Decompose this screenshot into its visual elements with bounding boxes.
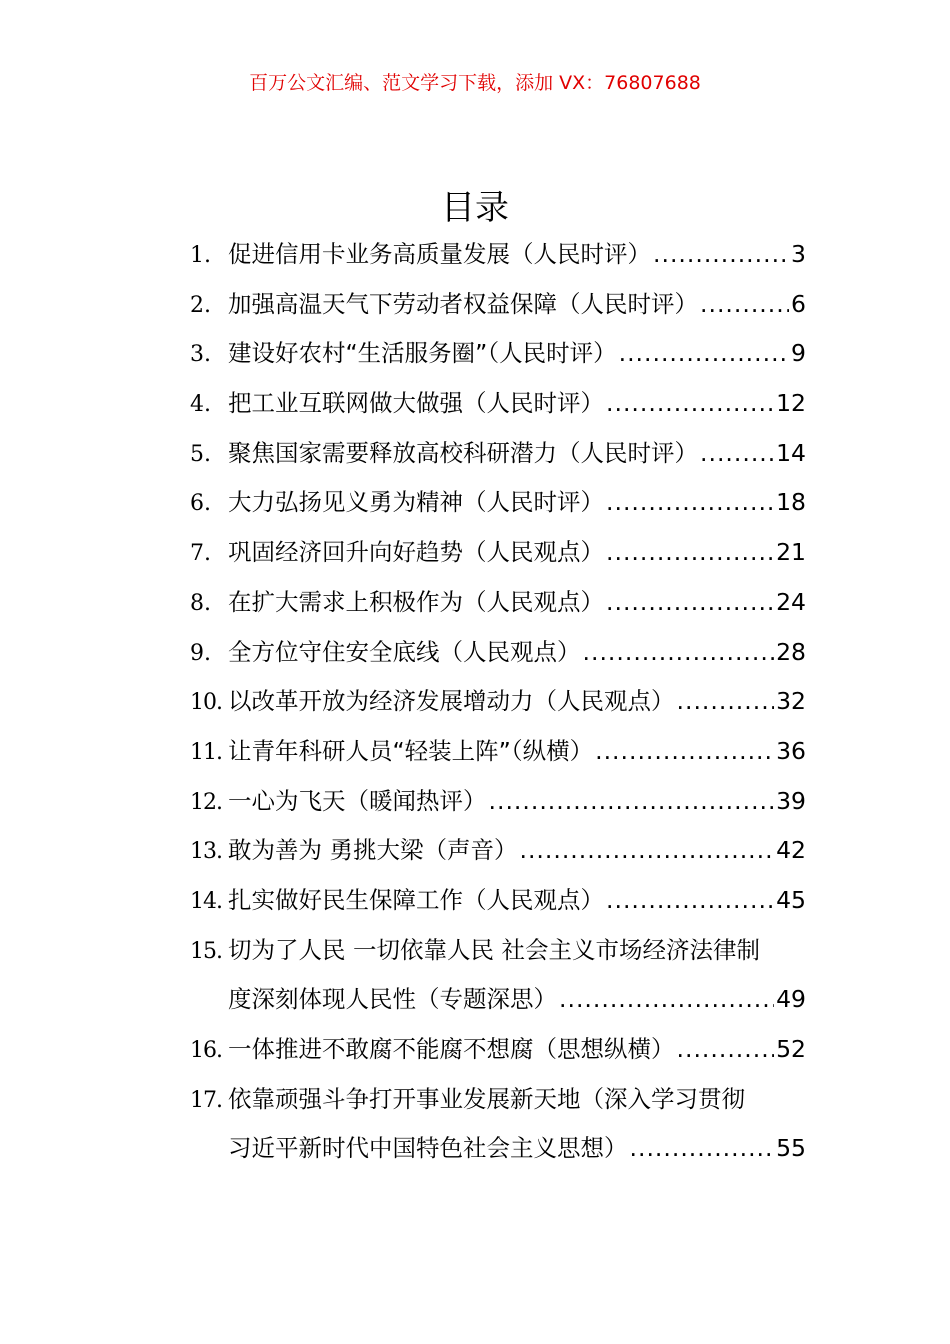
toc-entry-number: 15.: [190, 938, 222, 964]
toc-entry-number: 10.: [190, 690, 222, 716]
toc-entry[interactable]: [190, 677, 806, 727]
toc-entry[interactable]: [190, 329, 806, 379]
toc-line: [190, 1025, 806, 1075]
toc-entry-number: 11.: [190, 739, 222, 765]
toc-page-number: 49: [776, 985, 806, 1014]
toc-entry-number: 14.: [190, 888, 222, 914]
toc-line: [190, 429, 806, 479]
toc-page-number: 9: [791, 339, 806, 368]
toc-page-number: 12: [776, 389, 806, 418]
toc-entry[interactable]: [190, 528, 806, 578]
toc-entry-number: 9.: [190, 640, 211, 666]
toc-entry-number: 16.: [190, 1038, 222, 1063]
toc-page-number: 42: [776, 836, 806, 865]
toc-entry-title: 把工业互联网做大做强（人民时评）: [228, 389, 604, 418]
toc-leader-dots: [487, 777, 775, 827]
toc-entry[interactable]: [190, 230, 806, 280]
toc-leader-dots: [698, 280, 789, 330]
toc-leader-dots: [617, 329, 789, 379]
toc-entry-title: 敢为善为 勇挑大梁（声音）: [228, 836, 518, 865]
toc-entry-number: 4.: [190, 392, 211, 418]
toc-leader-dots: [675, 677, 775, 727]
toc-page-number: 45: [776, 885, 806, 914]
toc-line: [190, 230, 806, 280]
toc-title: 目录: [441, 188, 509, 228]
toc-page-number: 39: [776, 786, 806, 815]
toc-leader-dots: [651, 230, 789, 280]
toc-line: [190, 975, 806, 1025]
toc-entry-title: 巩固经济回升向好趋势（人民观点）: [228, 538, 604, 567]
toc-leader-dots: [517, 826, 774, 876]
toc-entry-title: 大力弘扬见义勇为精神（人民时评）: [228, 488, 604, 517]
toc-entry[interactable]: [190, 727, 806, 777]
header-note: 百万公文汇编、范文学习下载，添加 VX：76807688: [249, 72, 701, 94]
toc-line: [190, 528, 806, 578]
toc-entry[interactable]: [190, 876, 806, 926]
toc-line: [190, 727, 806, 777]
toc-entry-title: 全方位守住安全底线（人民观点）: [228, 637, 581, 666]
toc-page-number: 36: [776, 736, 806, 765]
toc-page-number: 6: [791, 289, 806, 318]
toc-entry-number: 3.: [190, 342, 211, 368]
toc-entry-number: 8.: [190, 590, 211, 616]
toc-line: [190, 777, 806, 827]
toc-entry[interactable]: [190, 1075, 806, 1174]
toc-entry-title: 让青年科研人员“轻装上阵”（纵横）: [228, 736, 594, 765]
toc-entry-title: 以改革开放为经济发展增动力（人民观点）: [228, 687, 675, 716]
toc-line: [190, 578, 806, 628]
toc-entry-title: 聚焦国家需要释放高校科研潜力（人民时评）: [228, 438, 698, 467]
toc-entry-number: 13.: [190, 839, 222, 865]
toc-line: [190, 280, 806, 330]
toc-entry-title: 依靠顽强斗争打开事业发展新天地（深入学习贯彻: [228, 1084, 745, 1113]
toc-leader-dots: [604, 379, 774, 429]
toc-entry-title: 一体推进不敢腐不能腐不想腐（思想纵横）: [228, 1035, 675, 1063]
toc-line: [190, 379, 806, 429]
toc-line: [190, 926, 806, 976]
toc-page-number: 18: [776, 488, 806, 517]
toc-page-number: 24: [776, 587, 806, 616]
toc-page-number: 14: [776, 438, 806, 467]
toc-entry-title: 切为了人民 一切依靠人民 社会主义市场经济法律制: [228, 935, 760, 964]
toc-leader-dots: [675, 1025, 775, 1075]
toc-entry[interactable]: [190, 926, 806, 1025]
toc-entry-number: 7.: [190, 541, 211, 567]
toc-line: [190, 1075, 806, 1125]
toc-entry[interactable]: [190, 628, 806, 678]
toc-page-number: 21: [776, 538, 806, 567]
toc-entry[interactable]: [190, 777, 806, 827]
toc-line: [190, 1124, 806, 1174]
toc-leader-dots: [593, 727, 774, 777]
toc-page-number: 52: [776, 1035, 806, 1063]
toc-entry[interactable]: [190, 429, 806, 479]
toc-entry-number: 12.: [190, 789, 222, 815]
toc-leader-dots: [557, 975, 774, 1025]
toc-entry[interactable]: [190, 578, 806, 628]
toc-entry-number: 5.: [190, 441, 211, 467]
toc-leader-dots: [604, 876, 774, 926]
toc-entry-title: 度深刻体现人民性（专题深思）: [228, 985, 557, 1014]
toc-page-number: 3: [791, 240, 806, 268]
toc-entry-title: 习近平新时代中国特色社会主义思想）: [228, 1134, 628, 1163]
toc-page-number: 32: [776, 687, 806, 716]
toc-entry[interactable]: [190, 379, 806, 429]
toc-leader-dots: [604, 578, 774, 628]
toc-leader-dots: [698, 429, 774, 479]
toc-entry-number: 1.: [190, 243, 211, 268]
toc-entry-number: 6.: [190, 491, 211, 517]
toc-entry-title: 促进信用卡业务高质量发展（人民时评）: [228, 240, 651, 268]
toc-line: [190, 329, 806, 379]
toc-leader-dots: [604, 478, 774, 528]
toc-line: [190, 876, 806, 926]
toc-entry-title: 扎实做好民生保障工作（人民观点）: [228, 885, 604, 914]
toc-leader-dots: [581, 628, 775, 678]
toc-entry[interactable]: [190, 280, 806, 330]
toc-entry-title: 一心为飞天（暖闻热评）: [228, 786, 487, 815]
toc-entry[interactable]: [190, 826, 806, 876]
toc-line: [190, 478, 806, 528]
toc-entry[interactable]: [190, 478, 806, 528]
toc-page-number: 28: [776, 637, 806, 666]
toc-line: [190, 628, 806, 678]
toc-entry-title: 建设好农村“生活服务圈”（人民时评）: [228, 339, 617, 368]
toc-entry[interactable]: [190, 1025, 806, 1075]
toc-entry-number: 2.: [190, 292, 211, 318]
toc-entry-title: 加强高温天气下劳动者权益保障（人民时评）: [228, 289, 698, 318]
table-of-contents: [190, 230, 806, 1174]
toc-entry-title: 在扩大需求上积极作为（人民观点）: [228, 587, 604, 616]
toc-line: [190, 826, 806, 876]
toc-leader-dots: [604, 528, 774, 578]
toc-leader-dots: [628, 1124, 775, 1174]
toc-page-number: 55: [776, 1134, 806, 1163]
toc-entry-number: 17.: [190, 1087, 222, 1113]
toc-line: [190, 677, 806, 727]
